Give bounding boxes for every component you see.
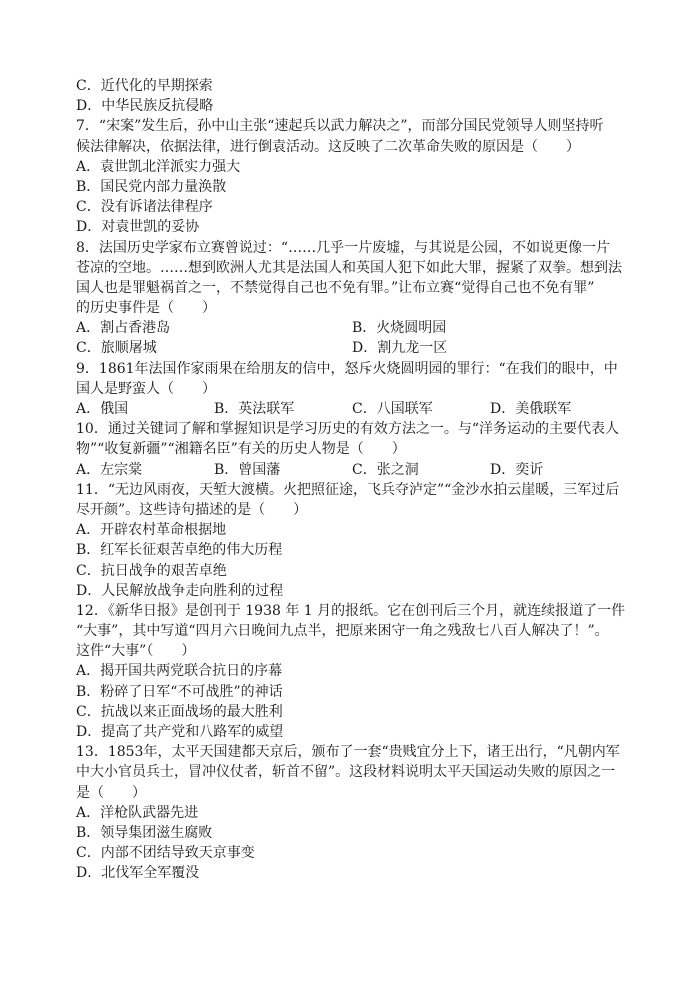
q7-stem-line-2: 候法律解决，依据法律，进行倒袁活动。这反映了二次革命失败的原因是（ ） (76, 138, 580, 155)
q8-options-row-1 (76, 318, 628, 338)
q12-option-a: A．揭开国共两党联合抗日的序幕 (76, 663, 283, 680)
q9-option-d: D．美俄联军 (490, 401, 572, 417)
q10-stem-line-1: 10．通过关键词了解和掌握知识是学习历史的有效方法之一。与“洋务运动的主要代表人 (76, 421, 619, 438)
q12-stem-line-1: 12．《新华日报》是创刊于 1938 年 1 月的报纸。它在创刊后三个月，就连续报道了一件 (76, 602, 626, 619)
q11-option-c: C．抗日战争的艰苦卓绝 (76, 562, 227, 579)
q10-option-b: B．曾国藩 (214, 461, 281, 478)
q13-stem-line-1: 13．1853年，太平天国建都天京后，颁布了一套“贵贱宜分上下，诸王出行，“凡朝内军 (76, 744, 620, 761)
q6-option-c: C．近代化的早期探索 (76, 78, 213, 94)
q7-option-b: B．国民党内部力量涣散 (76, 178, 227, 195)
q10-stem-line-2: 物”“收复新疆”“湘籍名臣”有关的历史人物是（ ） (76, 441, 406, 458)
q13-option-b: B．领导集团滋生腐败 (76, 824, 213, 841)
q8-option-b: B．火烧圆明园 (352, 320, 447, 337)
q11-stem-line-1: 11．“无边风雨夜，天堑大渡横。火把照征途，飞兵夺泸定”“金沙水拍云崖暖，三军过后 (76, 481, 620, 498)
q7-option-a: A．袁世凯北洋派实力强大 (76, 158, 241, 175)
q12-stem-line-3: 这件“大事”（ ） (76, 643, 196, 660)
q8-option-d: D．割九龙一区 (352, 340, 448, 357)
q8-stem-line-2: 苍凉的空地。……想到欧洲人尤其是法国人和英国人犯下如此大罪，握紧了双拳。想到法 (76, 259, 622, 276)
q11-option-b: B．红军长征艰苦卓绝的伟大历程 (76, 542, 283, 559)
q7-option-d: D．对袁世凯的妥协 (76, 219, 200, 236)
q12-option-c: C．抗战以来正面战场的最大胜利 (76, 703, 283, 720)
q11-stem-line-2: 尽开颜”。这些诗句描述的是（ ） (76, 501, 308, 518)
q12-option-d: D．提高了共产党和八路军的威望 (76, 724, 284, 740)
q9-stem-line-1: 9．1861年法国作家雨果在给朋友的信中，怒斥火烧圆明园的罪行：“在我们的眼中，中 (76, 360, 618, 377)
q10-option-a: A．左宗棠 (76, 461, 143, 478)
q8-options-row-2 (76, 338, 628, 358)
q7-stem-line-1: 7．“宋案”发生后，孙中山主张“速起兵以武力解决之”，而部分国民党领导人则坚持听 (76, 118, 604, 135)
q9-option-b: B．英法联军 (214, 401, 295, 417)
q11-option-d: D．人民解放战争走向胜利的过程 (76, 582, 284, 599)
q8-stem-line-3: 国人也是罪魁祸首之一，不禁觉得自己也不免有罪。”让布立赛“觉得自己也不免有罪” (76, 279, 595, 296)
q7-option-c: C．没有诉诸法律程序 (76, 199, 213, 216)
q10-options-row (76, 460, 628, 480)
q9-options-row (76, 399, 628, 419)
q10-option-c: C．张之洞 (352, 461, 419, 478)
q9-stem-line-2: 国人是野蛮人（ ） (76, 380, 216, 397)
q13-option-d: D．北伐军全军覆没 (76, 865, 200, 882)
q8-option-c: C．旅顺屠城 (76, 340, 157, 357)
q10-option-d: D．奕䜣 (490, 461, 544, 478)
q13-stem-line-2: 中大小官员兵士，冒冲仪仗者，斩首不留”。这段材料说明太平天国运动失败的原因之一 (76, 764, 616, 781)
q13-option-a: A．洋枪队武器先进 (76, 804, 199, 821)
q9-option-c: C．八国联军 (352, 401, 433, 417)
q6-option-d: D．中华民族反抗侵略 (76, 98, 214, 115)
q8-stem-line-1: 8．法国历史学家布立赛曾说过：“……几乎一片废墟，与其说是公园，不如说更像一片 (76, 239, 611, 256)
q13-stem-line-3: 是（ ） (76, 784, 146, 801)
q12-option-b: B．粉碎了日军“不可战胜”的神话 (76, 683, 283, 700)
q8-stem-line-4: 的历史事件是（ ） (76, 300, 216, 317)
q12-stem-line-2: “大事”，其中写道“四月六日晚间九点半，把原来困守一角之残敌七八百人解决了！”。 (76, 623, 609, 640)
q13-option-c: C．内部不团结导致天京事变 (76, 845, 255, 862)
q8-option-a: A．割占香港岛 (76, 320, 171, 337)
exam-page (76, 76, 628, 884)
q11-option-a: A．开辟农村革命根据地 (76, 522, 227, 539)
q9-option-a: A．俄国 (76, 401, 129, 417)
